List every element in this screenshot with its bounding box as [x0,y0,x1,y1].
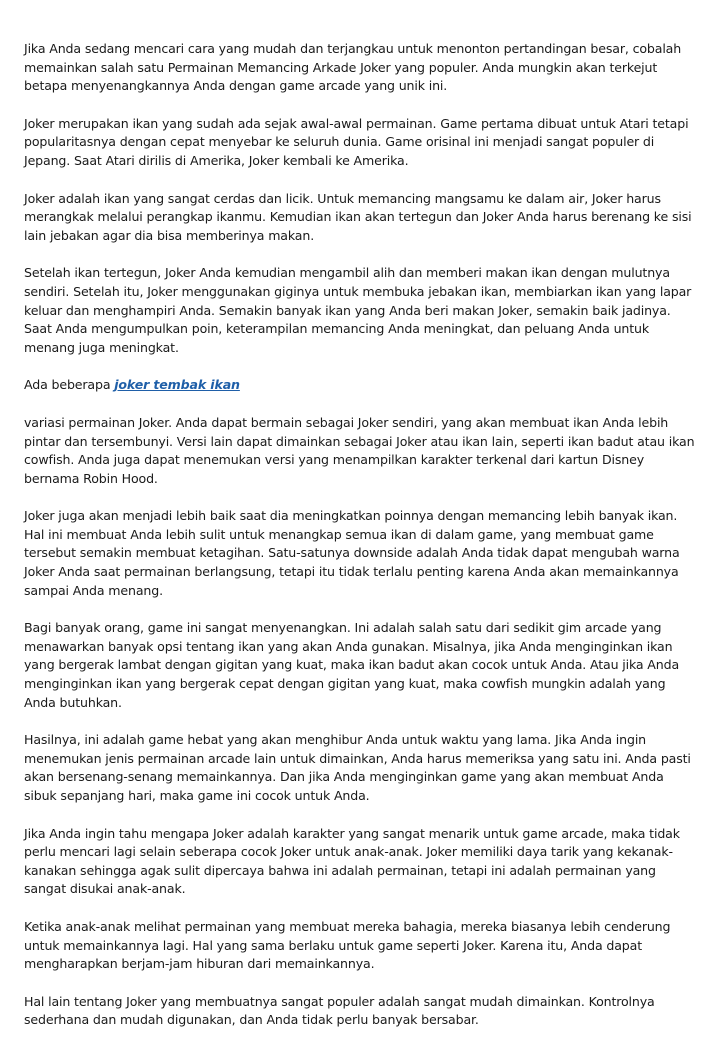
link-intro-text: Ada beberapa [24,377,115,393]
paragraph-5: variasi permainan Joker. Anda dapat bermain sebagai Joker sendiri, yang akan membuat ikan Anda lebih pintar dan tersembunyi. Versi lain dapat dimainkan sebagai Joker atau ikan lain, seperti ikan badut atau ikan cowfish. Anda juga dapat menemukan versi yang menampilkan karakter terkenal dari kartun Disney bernama Robin Hood. [24,414,695,486]
paragraph-1: Jika Anda sedang mencari cara yang mudah dan terjangkau untuk menonton pertandingan besar, cobalah memainkan salah satu Permainan Memancing Arkade Joker yang populer. Anda mungkin akan terkejut betapa menyenangkannya Anda dengan game arcade yang unik ini. [24,41,682,94]
paragraph-8: Hasilnya, ini adalah game hebat yang akan menghibur Anda untuk waktu yang lama. Jika Anda ingin menemukan jenis permainan arcade lain untuk dimainkan, Anda harus memeriksa yang satu ini. Anda pasti akan bersenang-senang memainkannya. Dan jika Anda menginginkan game yang akan membuat Anda sibuk sepanjang hari, maka game ini cocok untuk Anda. [24,732,691,803]
paragraph-2: Joker merupakan ikan yang sudah ada sejak awal-awal permainan. Game pertama dibuat untuk Atari tetapi popularitasnya dengan cepat menyebar ke seluruh dunia. Game orisinal ini menjadi sangat populer di Jepang. Saat Atari dirilis di Amerika, Joker kembali ke Amerika. [24,115,689,168]
paragraph-4: Setelah ikan tertegun, Joker Anda kemudian mengambil alih dan memberi makan ikan dengan mulutnya sendiri. Setelah itu, Joker menggunakan giginya untuk membuka jebakan ikan, membiarkan ikan yang lapar keluar dan menghampiri Anda. Semakin banyak ikan yang Anda beri makan Joker, semakin baik jadinya. Saat Anda mengumpulkan poin, keterampilan memancing Anda meningkat, dan peluang Anda untuk menang juga meningkat. [24,265,692,355]
paragraph-11: Hal lain tentang Joker yang membuatnya sangat populer adalah sangat mudah dimainkan. Kontrolnya sederhana dan mudah digunakan, dan Anda tidak perlu banyak bersabar. [24,993,655,1028]
article-body [24,40,700,1049]
paragraph-6: Joker juga akan menjadi lebih baik saat dia meningkatkan poinnya dengan memancing lebih banyak ikan. Hal ini membuat Anda lebih sulit untuk menangkap semua ikan di dalam game, yang membuat game tersebut semakin membuat ketagihan. Satu-satunya downside adalah Anda tidak dapat mengubah warna Joker Anda saat permainan berlangsung, tetapi itu tidak terlalu penting karena Anda akan memainkannya sampai Anda menang. [24,508,680,598]
link-paragraph [24,376,700,395]
paragraph-3: Joker adalah ikan yang sangat cerdas dan licik. Untuk memancing mangsamu ke dalam air, Joker harus merangkak melalui perangkap ikanmu. Kemudian ikan akan tertegun dan Joker Anda harus berenang ke sisi lain jebakan agar dia bisa memberinya makan. [24,190,692,243]
paragraph-7: Bagi banyak orang, game ini sangat menyenangkan. Ini adalah salah satu dari sedikit gim arcade yang menawarkan banyak opsi tentang ikan yang akan Anda gunakan. Misalnya, jika Anda menginginkan ikan yang bergerak lambat dengan gigitan yang kuat, maka ikan badut akan cocok untuk Anda. Atau jika Anda menginginkan ikan yang bergerak cepat dengan gigitan yang kuat, maka cowfish mungkin adalah yang Anda butuhkan. [24,620,680,710]
paragraph-9: Jika Anda ingin tahu mengapa Joker adalah karakter yang sangat menarik untuk game arcade, maka tidak perlu mencari lagi selain seberapa cocok Joker untuk anak-anak. Joker memiliki daya tarik yang kekanak-kanakan sehingga agak sulit dipercaya bahwa ini adalah permainan, tetapi ini adalah permainan yang sangat disukai anak-anak. [24,825,680,897]
paragraph-10: Ketika anak-anak melihat permainan yang membuat mereka bahagia, mereka biasanya lebih cenderung untuk memainkannya lagi. Hal yang sama berlaku untuk game seperti Joker. Karena itu, Anda dapat mengharapkan berjam-jam hiburan dari memainkannya. [24,918,671,972]
joker-tembak-ikan-link[interactable]: joker tembak ikan [114,377,240,393]
